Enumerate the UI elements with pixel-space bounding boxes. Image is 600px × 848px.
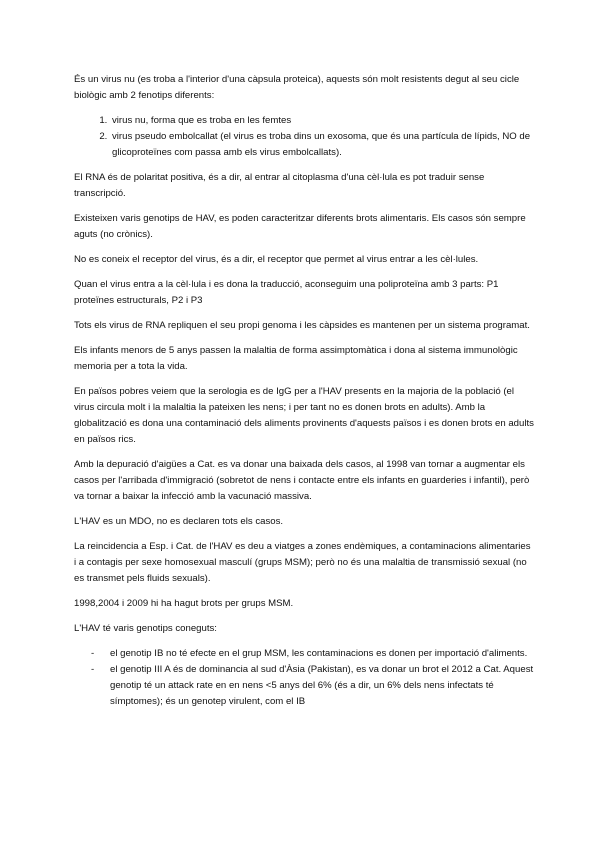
paragraph-paisos: En països pobres veiem que la serologia es de IgG per a l'HAV presents en la majoria de la població (el virus circula molt i la malaltia la pateixen les nens; i per tant no es donen brots en adults). Amb la globalització es dona una contaminació dels aliments provinents d'aquests països i es donen brots en adults en països rics.	[74, 386, 534, 445]
paragraph-depuracio: Amb la depuració d'aigües a Cat. es va donar una baixada dels casos, al 1998 van tornar a augmentar els casos per l'arribada d'immigració (sobretot de nens i contacte entre els infants en guarderies i infantil), però va tornar a baixar la infecció amb la vacunació massiva.	[74, 459, 530, 502]
paragraph-receptor: No es coneix el receptor del virus, és a dir, el receptor que permet al virus entrar a les cèl·lules.	[74, 254, 479, 265]
list-item-text: el genotip III A és de dominancia al sud d'Àsia (Pakistan), es va donar un brot el 2012 a Cat. Aquest genotip té un attack rate en en nens <5 anys del 6% (és a dir, un 6% dels nens infectats té símptomes); és un genotep virulent, com el IB	[110, 664, 534, 707]
list-item: 2. virus pseudo embolcallat (el virus es troba dins un exosoma, que és una partícula de lípids, NO de glicoproteïnes com passa amb els virus embolcallats).	[110, 129, 534, 161]
paragraph-brots: 1998,2004 i 2009 hi ha hagut brots per grups MSM.	[74, 598, 294, 609]
document-body	[74, 72, 534, 710]
list-item	[91, 646, 534, 662]
paragraph-traduccio: Quan el virus entra a la cèl·lula i es dona la traducció, aconseguim una poliproteïna amb 3 parts: P1 proteïnes estructurals, P2 i P3	[74, 279, 499, 306]
paragraph-rna: El RNA és de polaritat positiva, és a dir, al entrar al citoplasma d'una cèl·lula es pot traduir sense transcripció.	[74, 172, 485, 199]
paragraph-coneguts: L'HAV té varis genotips coneguts:	[74, 623, 217, 634]
list-item: 1. virus nu, forma que es troba en les femtes	[110, 113, 534, 129]
paragraph-infants: Els infants menors de 5 anys passen la malaltia de forma assimptomàtica i dona al sistema immunològic memoria per a tota la vida.	[74, 345, 518, 372]
paragraph-genotips: Existeixen varis genotips de HAV, es poden caracteritzar diferents brots alimentaris. Els casos són sempre aguts (no crònics).	[74, 213, 526, 240]
paragraph-replica: Tots els virus de RNA repliquen el seu propi genoma i les càpsides es mantenen per un sistema programat.	[74, 320, 530, 331]
list-item-text: el genotip IB no té efecte en el grup MSM, les contaminacions es donen per importació d'aliments.	[110, 648, 528, 659]
dash-bullet: -	[91, 664, 95, 675]
genotype-list	[74, 646, 534, 710]
list-item	[91, 662, 534, 710]
phenotype-list	[74, 113, 534, 161]
paragraph-reincidencia: La reincidencia a Esp. i Cat. de l'HAV es deu a viatges a zones endèmiques, a contaminacions alimentaries i a contagis per sexe homosexual masculí (grups MSM); però no és una malaltia de transmissió sexual (no es transmet pels fluids sexuals).	[74, 541, 531, 584]
paragraph-mdo: L'HAV es un MDO, no es declaren tots els casos.	[74, 516, 284, 527]
dash-bullet: -	[91, 648, 95, 659]
paragraph-intro: És un virus nu (es troba a l'interior d'una càpsula proteica), aquests són molt resistents degut al seu cicle biològic amb 2 fenotips diferents:	[74, 74, 520, 101]
